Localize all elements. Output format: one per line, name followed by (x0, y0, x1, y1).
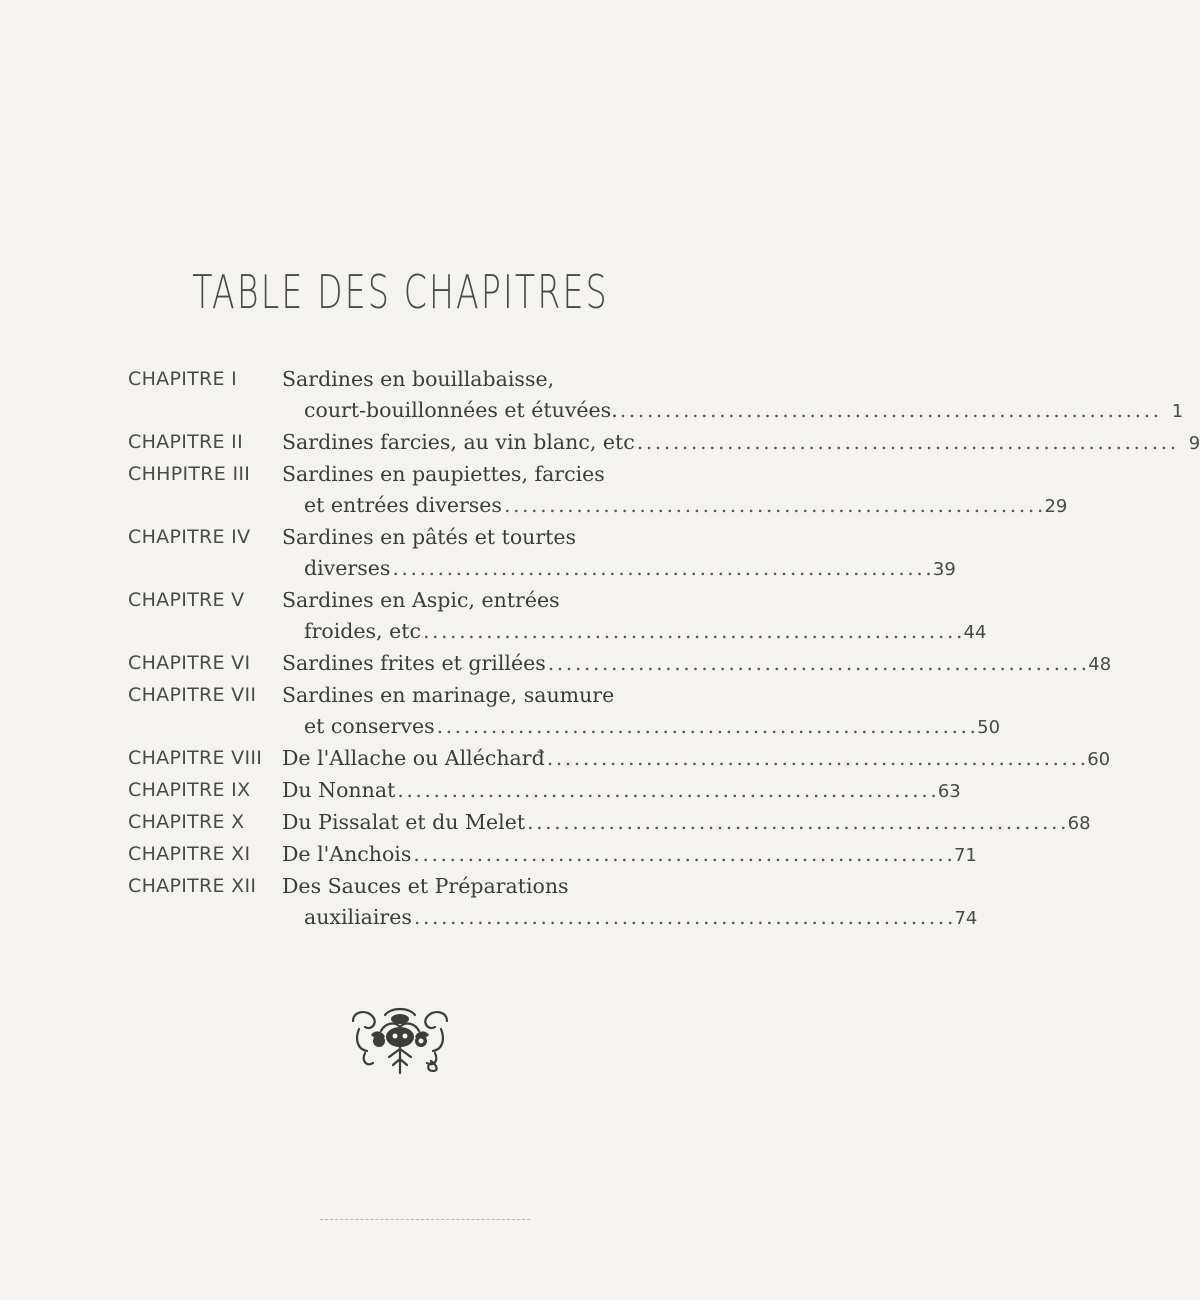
page-number: 29 (1044, 496, 1068, 517)
chapter-label: CHAPITRE VIII (128, 747, 263, 769)
chapter-title (282, 522, 956, 585)
chapter-label: CHAPITRE XI (128, 843, 251, 865)
chapter-title (282, 459, 1067, 522)
chapter-title (282, 871, 977, 934)
dot-leader (397, 775, 934, 806)
chapter-title-line (282, 680, 1000, 711)
chapter-title (282, 648, 1111, 680)
chapter-title-text: froides, etc (304, 619, 421, 643)
chapter-title-line (282, 395, 1183, 427)
table-of-contents (128, 364, 1200, 934)
toc-entry (128, 427, 1200, 459)
chapter-title (282, 775, 961, 807)
page-number: 1 (1171, 401, 1184, 422)
chapter-title-line (282, 553, 956, 585)
chapter-label: CHAPITRE X (128, 811, 245, 833)
page-number: 9 (1188, 433, 1200, 454)
chapter-title-text: et entrées diverses (304, 493, 502, 517)
page-number: 39 (932, 559, 956, 580)
bottom-rule (320, 1219, 530, 1220)
dot-leader (504, 490, 1041, 521)
dot-leader (414, 902, 951, 933)
chapter-title-text: et conserves (304, 714, 435, 738)
chapter-title-line (282, 522, 956, 553)
page-number: 71 (953, 845, 977, 866)
chapter-title (282, 807, 1091, 839)
toc-entry (128, 585, 987, 648)
chapter-title (282, 585, 986, 648)
page-number: 63 (937, 781, 961, 802)
chapter-label: CHAPITRE VI (128, 652, 251, 674)
dot-leader (437, 711, 974, 742)
chapter-title (282, 427, 1200, 459)
chapter-title-text: Sardines en paupiettes, farcies (282, 462, 605, 486)
toc-entry (128, 364, 1184, 427)
chapter-title-line (282, 743, 1110, 775)
chapter-title-text: auxiliaires (304, 905, 412, 929)
chapter-title-line (282, 807, 1091, 839)
page-number: 50 (977, 717, 1001, 738)
dot-leader (527, 807, 1064, 838)
page-number: 48 (1088, 654, 1112, 675)
dot-leader (548, 648, 1085, 679)
chapter-title-text: Sardines frites et grillées (282, 651, 546, 675)
chapter-label: CHAPITRE VII (128, 684, 257, 706)
chapter-title (282, 680, 1000, 743)
chapter-title-line (282, 839, 977, 871)
dot-leader (547, 743, 1084, 774)
chapter-title-line (282, 902, 977, 934)
chapter-title-line (282, 364, 1183, 395)
chapter-title-line (282, 648, 1111, 680)
dot-leader (392, 553, 929, 584)
dot-leader (620, 395, 1157, 426)
toc-entry (128, 522, 956, 585)
chapter-label: CHAPITRE II (128, 431, 243, 453)
dot-leader (423, 616, 960, 647)
dot-leader (637, 427, 1174, 458)
toc-entry (128, 775, 961, 807)
toc-entry (128, 459, 1068, 522)
chapter-label: CHAPITRE IV (128, 526, 251, 548)
chapter-label: CHHPITRE III (128, 463, 251, 485)
chapter-title-line (282, 711, 1000, 743)
chapter-title-line (282, 616, 986, 648)
chapter-title-line (282, 459, 1067, 490)
chapter-title-text: diverses (304, 556, 391, 580)
page-number: 68 (1067, 813, 1091, 834)
chapter-label: CHAPITRE XII (128, 875, 257, 897)
chapter-title (282, 743, 1110, 775)
chapter-title-text: Sardines en bouillabaisse, (282, 367, 555, 391)
chapter-title-line (282, 490, 1067, 522)
page-number: 44 (963, 622, 987, 643)
dot-leader (413, 839, 950, 870)
chapter-title (282, 364, 1183, 427)
page-title: TABLE DES CHAPITRES (192, 265, 609, 319)
chapter-title-text: De l'Allache ou Allécharđ (282, 746, 545, 770)
chapter-title-line (282, 427, 1200, 459)
toc-entry (128, 648, 1112, 680)
chapter-title-text: Des Sauces et Préparations (282, 874, 569, 898)
toc-entry (128, 871, 978, 934)
chapter-label: CHAPITRE I (128, 368, 238, 390)
chapter-title-text: De l'Anchois (282, 842, 412, 866)
chapter-title-text: court-bouillonnées et étuvées. (304, 398, 618, 422)
chapter-title-text: Sardines en pâtés et tourtes (282, 525, 577, 549)
chapter-title-text: Sardines farcies, au vin blanc, etc (282, 430, 635, 454)
page-number: 60 (1087, 749, 1111, 770)
chapter-label: CHAPITRE IX (128, 779, 251, 801)
floral-vignette-icon (345, 1007, 455, 1073)
chapter-title-line (282, 585, 986, 616)
chapter-label: CHAPITRE V (128, 589, 245, 611)
chapter-title-line (282, 775, 961, 807)
toc-entry (128, 743, 1111, 775)
chapter-title (282, 839, 977, 871)
chapter-title-text: Du Nonnat (282, 778, 396, 802)
toc-entry (128, 839, 977, 871)
toc-entry (128, 807, 1091, 839)
chapter-title-text: Du Pissalat et du Melet (282, 810, 526, 834)
toc-entry (128, 680, 1001, 743)
chapter-title-line (282, 871, 977, 902)
page-number: 74 (954, 908, 978, 929)
chapter-title-text: Sardines en marinage, saumure (282, 683, 615, 707)
chapter-title-text: Sardines en Aspic, entrées (282, 588, 560, 612)
